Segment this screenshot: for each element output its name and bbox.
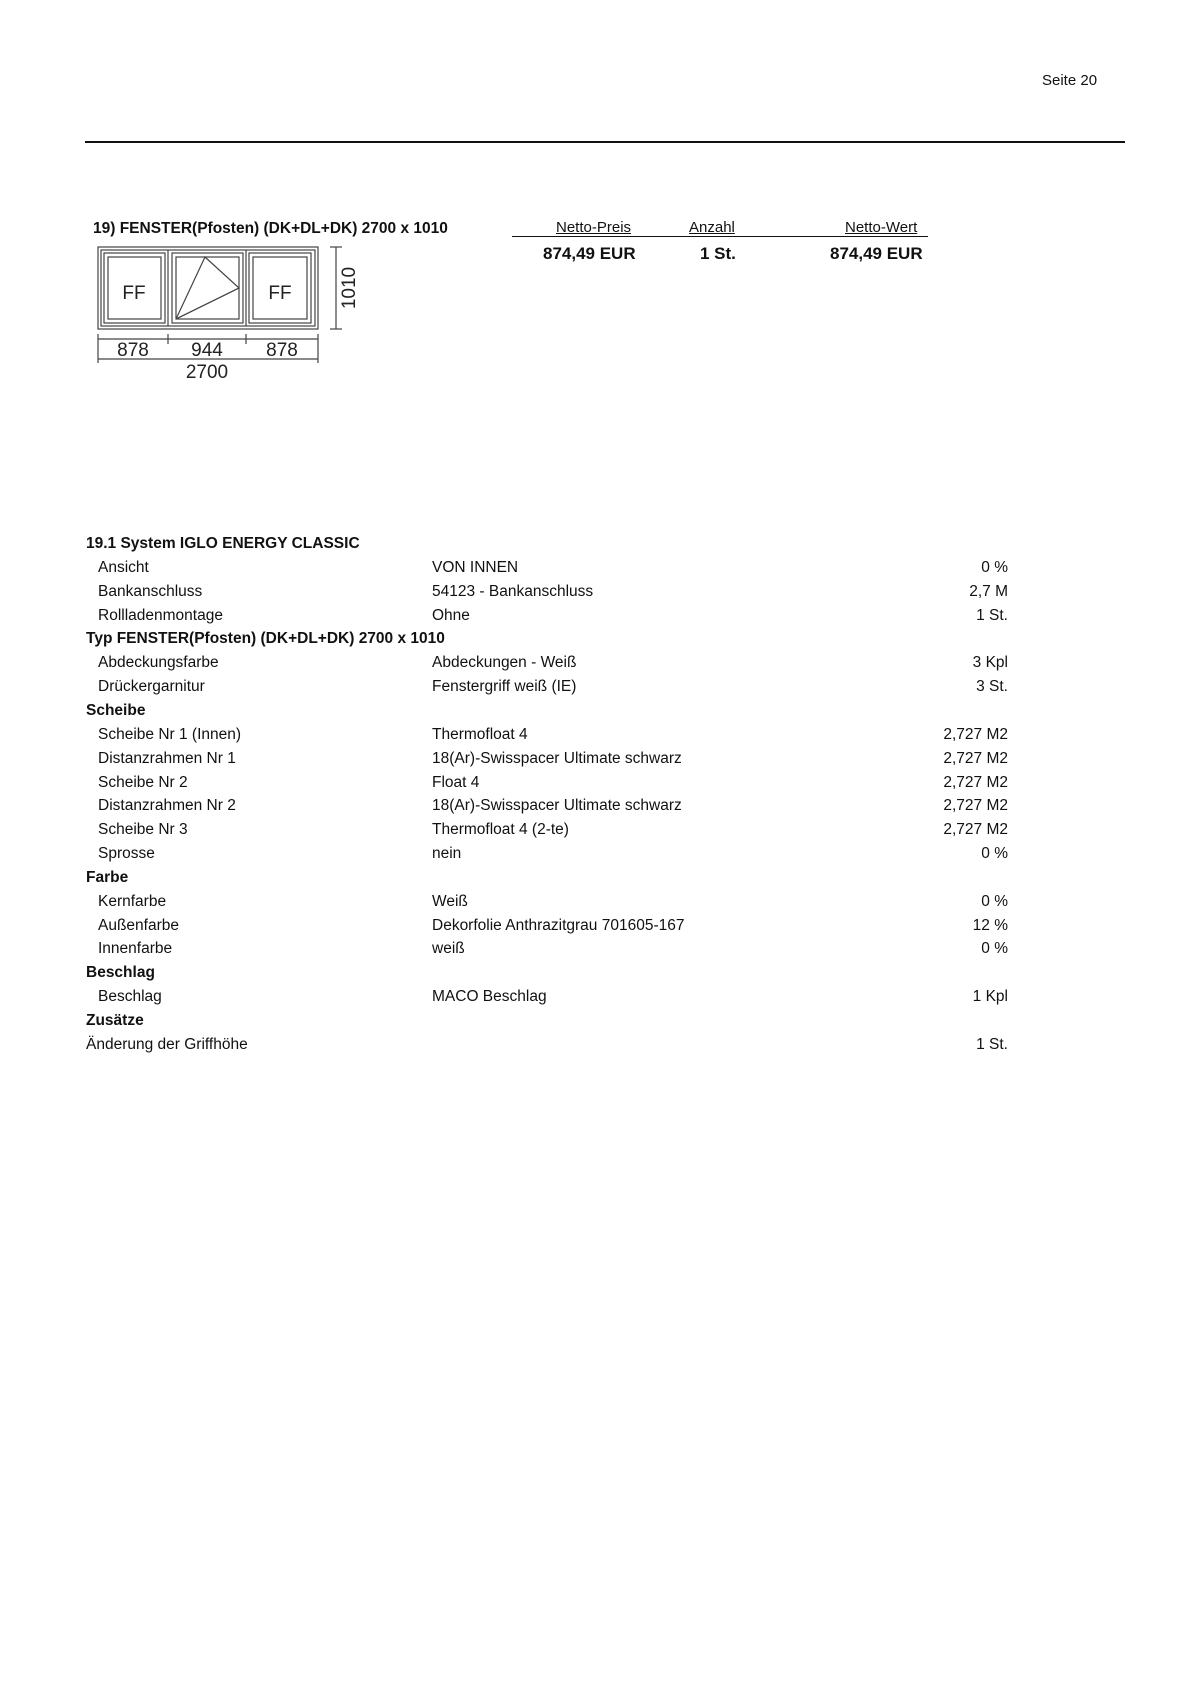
spec-row — [0, 893, 1202, 915]
spec-row — [0, 988, 1202, 1010]
width-part-left: 878 — [117, 340, 149, 361]
spec-value: Fenstergriff weiß (IE) — [432, 678, 577, 695]
spec-row — [0, 940, 1202, 962]
spec-label: Beschlag — [98, 988, 162, 1005]
spec-label: Distanzrahmen Nr 1 — [98, 750, 236, 767]
spec-amount: 0 % — [981, 559, 1008, 576]
spec-value: MACO Beschlag — [432, 988, 547, 1005]
left-pane-label: FF — [122, 283, 146, 304]
spec-amount: 1 Kpl — [972, 988, 1008, 1005]
width-part-middle: 944 — [191, 340, 223, 361]
spec-value: 18(Ar)-Swisspacer Ultimate schwarz — [432, 797, 682, 814]
spec-amount: 3 Kpl — [972, 654, 1008, 671]
spec-label: Rollladenmontage — [98, 607, 223, 624]
spec-row — [0, 583, 1202, 605]
spec-label: Sprosse — [98, 845, 155, 862]
spec-value: 18(Ar)-Swisspacer Ultimate schwarz — [432, 750, 682, 767]
spec-row — [0, 797, 1202, 819]
spec-row — [0, 821, 1202, 843]
spec-row — [0, 559, 1202, 581]
spec-row — [0, 654, 1202, 676]
spec-label: Drückergarnitur — [98, 678, 205, 695]
spec-amount: 2,727 M2 — [943, 797, 1008, 814]
spec-section-header — [0, 535, 1202, 557]
spec-label: Scheibe Nr 1 (Innen) — [98, 726, 242, 743]
net-value-value: 874,49 EUR — [830, 244, 923, 263]
spec-value: Dekorfolie Anthrazitgrau 701605-167 — [432, 917, 685, 934]
spec-label: Bankanschluss — [98, 583, 203, 600]
spec-value: VON INNEN — [432, 559, 519, 576]
spec-section-header — [0, 869, 1202, 891]
page-number: Seite 20 — [1042, 72, 1098, 89]
section-title: Typ FENSTER(Pfosten) (DK+DL+DK) 2700 x 1010 — [86, 630, 445, 647]
right-pane-label: FF — [268, 283, 292, 304]
spec-label: Abdeckungsfarbe — [98, 654, 219, 671]
spec-section-header — [0, 1012, 1202, 1034]
spec-value: Weiß — [432, 893, 468, 910]
spec-amount: 1 St. — [976, 607, 1008, 624]
spec-label: Änderung der Griffhöhe — [86, 1036, 248, 1053]
header-divider — [85, 141, 1125, 143]
item-title: 19) FENSTER(Pfosten) (DK+DL+DK) 2700 x 1010 — [93, 220, 448, 237]
spec-value: 54123 - Bankanschluss — [432, 583, 594, 600]
section-title: Farbe — [86, 869, 129, 886]
section-title: Beschlag — [86, 964, 155, 981]
net-price-value: 874,49 EUR — [543, 244, 636, 263]
spec-row — [0, 845, 1202, 867]
spec-value: Abdeckungen - Weiß — [432, 654, 577, 671]
spec-amount: 2,727 M2 — [943, 750, 1008, 767]
spec-label: Scheibe Nr 3 — [98, 821, 188, 838]
spec-value: Thermofloat 4 — [432, 726, 528, 743]
spec-label: Ansicht — [98, 559, 149, 576]
spec-label: Distanzrahmen Nr 2 — [98, 797, 236, 814]
spec-row — [0, 750, 1202, 772]
spec-section-header — [0, 630, 1202, 652]
height-dimension: 1010 — [339, 266, 360, 310]
quantity-header: Anzahl — [689, 219, 735, 236]
spec-label: Kernfarbe — [98, 893, 167, 910]
net-price-header: Netto-Preis — [556, 219, 632, 236]
spec-row — [0, 726, 1202, 748]
spec-row — [0, 1036, 1202, 1058]
spec-amount: 0 % — [981, 845, 1008, 862]
spec-section-header — [0, 702, 1202, 724]
spec-value: Ohne — [432, 607, 470, 624]
section-title: Scheibe — [86, 702, 146, 719]
spec-value: Float 4 — [432, 774, 480, 791]
tilt-turn-symbol — [176, 257, 239, 319]
spec-row — [0, 774, 1202, 796]
section-title: 19.1 System IGLO ENERGY CLASSIC — [86, 535, 360, 552]
section-title: Zusätze — [86, 1012, 144, 1029]
spec-amount: 1 St. — [976, 1036, 1008, 1053]
width-part-right: 878 — [266, 340, 298, 361]
spec-amount: 0 % — [981, 893, 1008, 910]
turn-diagonal — [176, 288, 239, 319]
spec-amount: 12 % — [972, 917, 1008, 934]
spec-amount: 2,727 M2 — [943, 774, 1008, 791]
spec-label: Scheibe Nr 2 — [98, 774, 188, 791]
quantity-value: 1 St. — [700, 244, 736, 263]
spec-row — [0, 917, 1202, 939]
spec-amount: 2,7 M — [969, 583, 1008, 600]
width-total: 2700 — [185, 362, 229, 383]
price-header-line — [512, 236, 928, 237]
spec-amount: 0 % — [981, 940, 1008, 957]
spec-value: weiß — [432, 940, 465, 957]
spec-label: Innenfarbe — [98, 940, 173, 957]
middle-sash-glass — [176, 257, 239, 319]
spec-section-header — [0, 964, 1202, 986]
window-drawing — [92, 240, 392, 390]
spec-amount: 2,727 M2 — [943, 726, 1008, 743]
spec-amount: 3 St. — [976, 678, 1008, 695]
spec-amount: 2,727 M2 — [943, 821, 1008, 838]
spec-row — [0, 678, 1202, 700]
spec-label: Außenfarbe — [98, 917, 179, 934]
middle-sash-frame — [172, 253, 243, 323]
spec-value: nein — [432, 845, 462, 862]
spec-row — [0, 607, 1202, 629]
spec-value: Thermofloat 4 (2-te) — [432, 821, 569, 838]
net-value-header: Netto-Wert — [845, 219, 918, 236]
